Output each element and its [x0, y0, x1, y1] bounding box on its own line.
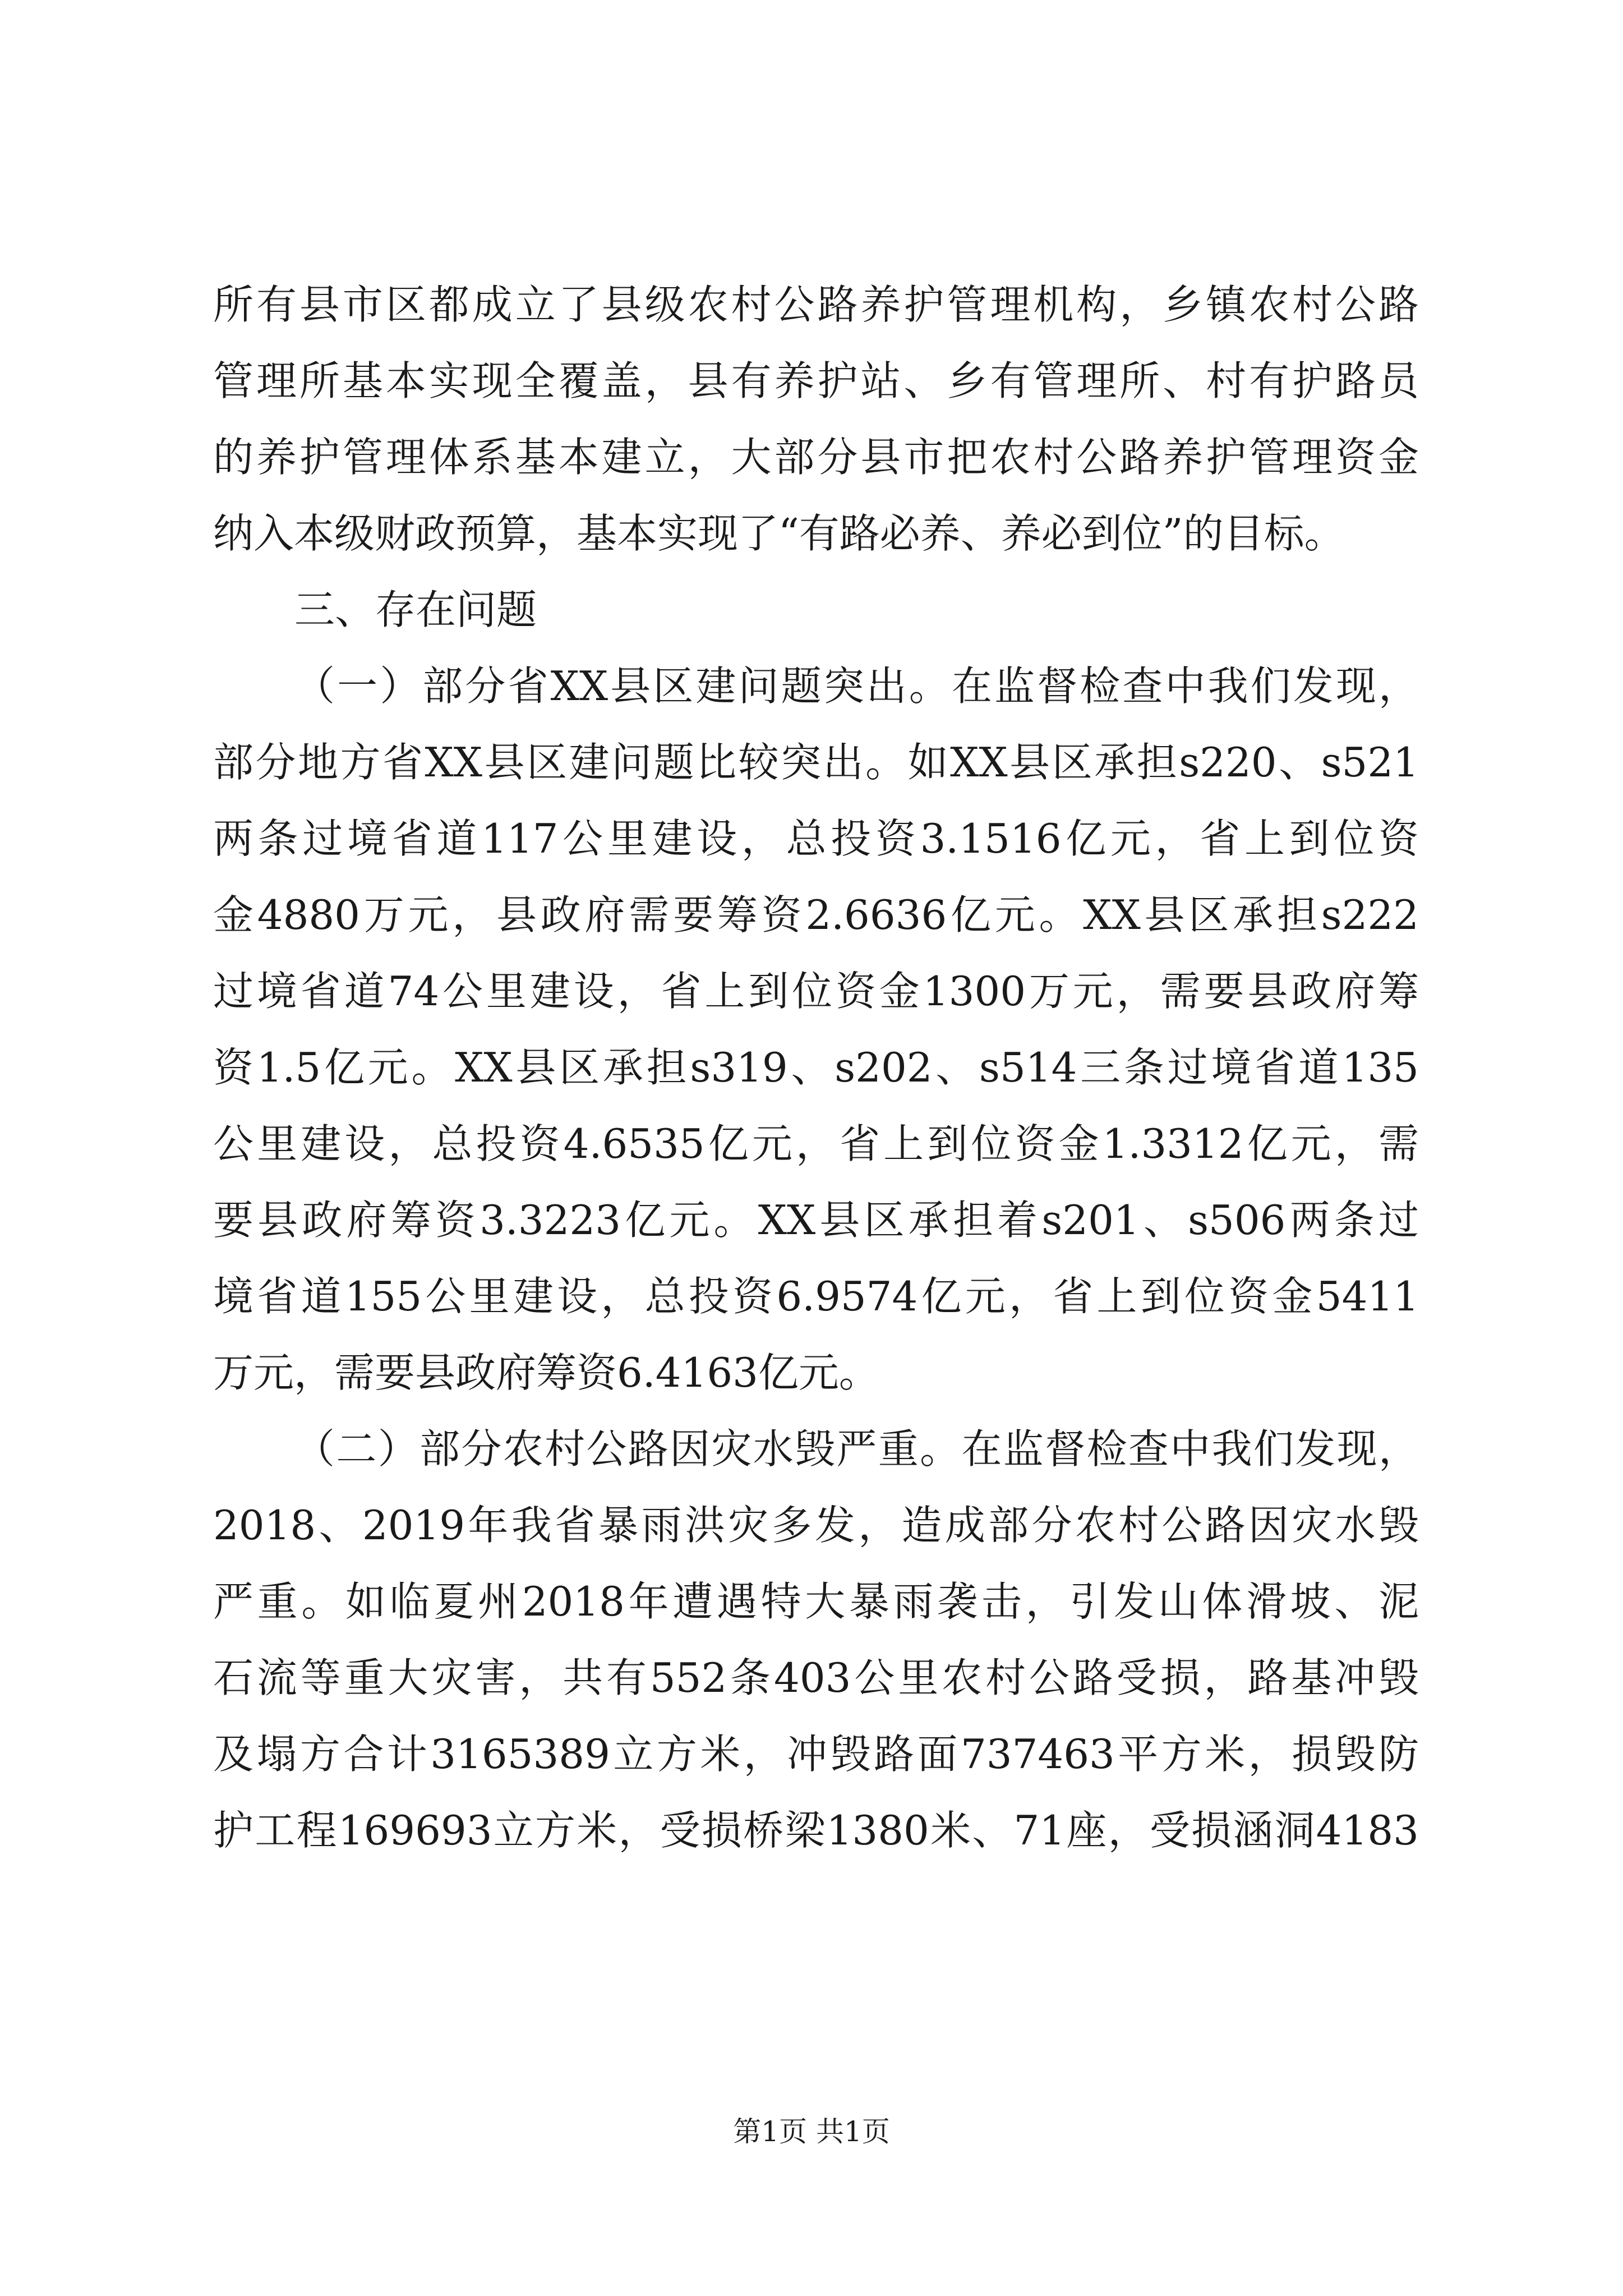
page-footer: [0, 2115, 1623, 2148]
text-line: 资1.5亿元。XX县区承担s319、s202、s514三条过境省道135: [213, 1044, 1419, 1091]
text-line: （一）部分省XX县区建问题突出。在监督检查中我们发现，: [294, 662, 1419, 710]
text-line: 严重。如临夏州2018年遭遇特大暴雨袭击，引发山体滑坡、泥: [213, 1578, 1419, 1625]
text-line: 石流等重大灾害，共有552条403公里农村公路受损，路基冲毁: [213, 1654, 1419, 1701]
text-line: 两条过境省道117公里建设，总投资3.1516亿元，省上到位资: [213, 815, 1419, 862]
text-line: 金4880万元，县政府需要筹资2.6636亿元。XX县区承担s222: [213, 891, 1419, 938]
text-line: 管理所基本实现全覆盖，县有养护站、乡有管理所、村有护路员: [213, 357, 1419, 404]
text-line: 公里建设，总投资4.6535亿元，省上到位资金1.3312亿元，需: [213, 1120, 1419, 1167]
text-line: 万元，需要县政府筹资6.4163亿元。: [213, 1349, 879, 1396]
section-heading: 三、存在问题: [294, 586, 537, 633]
text-line: （二）部分农村公路因灾水毁严重。在监督检查中我们发现，: [294, 1425, 1419, 1473]
text-line: 护工程169693立方米，受损桥梁1380米、71座，受损涵洞4183: [213, 1807, 1419, 1854]
body-text: [213, 266, 1419, 1869]
text-line: 的养护管理体系基本建立，大部分县市把农村公路养护管理资金: [213, 434, 1419, 481]
text-line: 境省道155公里建设，总投资6.9574亿元，省上到位资金5411: [213, 1273, 1419, 1320]
text-line: 所有县市区都成立了县级农村公路养护管理机构，乡镇农村公路: [213, 281, 1419, 328]
page-number: 第1页 共1页: [733, 2115, 890, 2148]
text-line: 部分地方省XX县区建问题比较突出。如XX县区承担s220、s521: [213, 739, 1419, 786]
text-line: 纳入本级财政预算，基本实现了“有路必养、养必到位”的目标。: [213, 510, 1345, 557]
text-line: 过境省道74公里建设，省上到位资金1300万元，需要县政府筹: [213, 968, 1419, 1015]
text-line: 要县政府筹资3.3223亿元。XX县区承担着s201、s506两条过: [213, 1197, 1419, 1244]
text-line: 2018、2019年我省暴雨洪灾多发，造成部分农村公路因灾水毁: [213, 1502, 1419, 1549]
text-line: 及塌方合计3165389立方米，冲毁路面737463平方米，损毁防: [213, 1731, 1419, 1778]
